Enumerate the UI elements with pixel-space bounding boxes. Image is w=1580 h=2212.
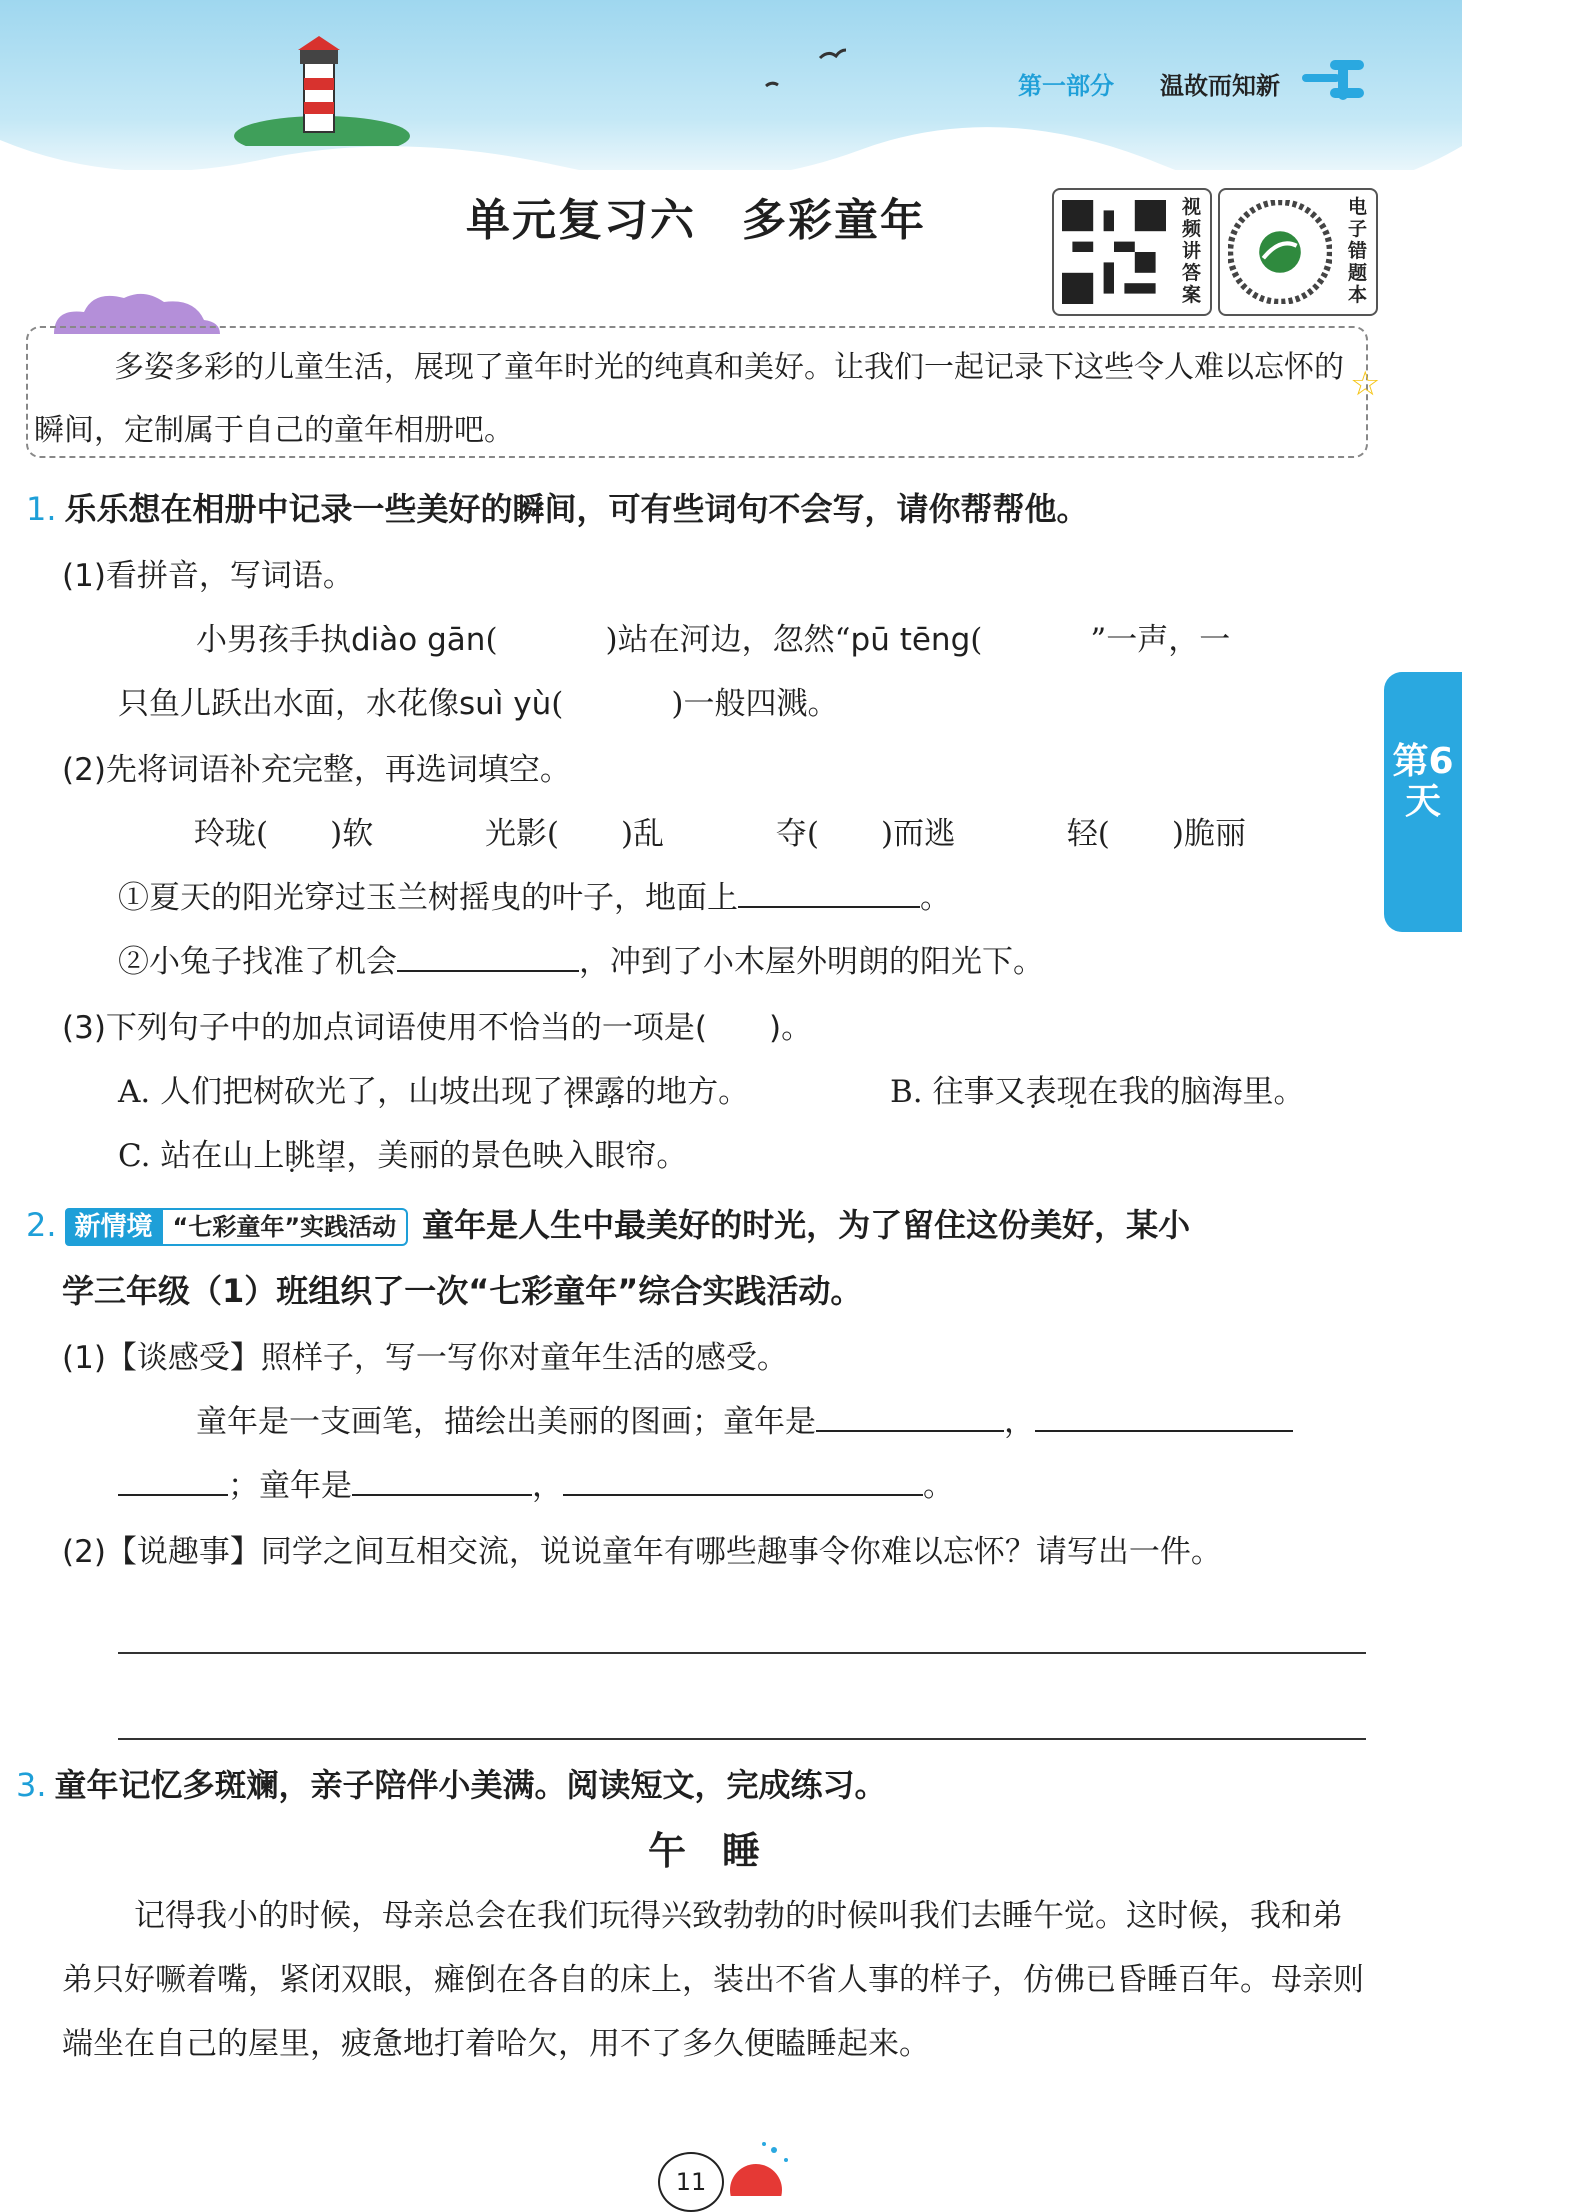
pinyin-diaogan: diào gān <box>351 622 486 658</box>
qr-label: 视频讲答案 <box>1182 196 1202 306</box>
word-guangying: 光影( )乱 <box>484 816 665 852</box>
q2-part1-line2: ；童年是 ， 。 <box>118 1460 954 1505</box>
question-text: 童年是人生中最美好的时光，为了留住这份美好，某小 <box>422 1206 1191 1244</box>
answer-blank[interactable] <box>397 942 579 972</box>
dotted-word: 表现 • • <box>1026 1066 1088 1111</box>
page-title: 单元复习六 多彩童年 <box>466 195 926 246</box>
header-subtitle: 温故而知新 <box>1160 72 1280 100</box>
question-2 <box>26 1200 1190 1246</box>
dotted-word: 眺望 • • <box>284 1130 346 1175</box>
answer-blank[interactable] <box>1035 1402 1293 1432</box>
q1-part2-sentence1: ①夏天的阳光穿过玉兰树摇曳的叶子，地面上 。 <box>118 880 951 916</box>
q1-part3-label: (3)下列句子中的加点词语使用不恰当的一项是( )。 <box>62 1010 813 1046</box>
q1-part1-line1: 小男孩手执diào gān( )站在河边，忽然“pū tēng( ”一声，一 <box>196 622 1231 658</box>
question-3 <box>16 1760 887 1806</box>
mini-program-code-icon <box>1228 200 1332 304</box>
dotted-word: 裸露 • • <box>563 1066 625 1111</box>
q1-part1-label: (1)看拼音，写词语。 <box>62 558 354 594</box>
question-2-cont: 学三年级（1）班组织了一次“七彩童年”综合实践活动。 <box>62 1272 863 1310</box>
star-icon: ☆ <box>1350 364 1381 404</box>
q2-part2-label: (2)【说趣事】同学之间互相交流，说说童年有哪些趣事令你难以忘怀？请写出一件。 <box>62 1534 1222 1570</box>
q1-part1-line2: 只鱼儿跃出水面，水花像suì yù( )一般四溅。 <box>118 686 839 722</box>
answer-blank[interactable] <box>118 1466 228 1496</box>
page-number: 11 <box>658 2152 724 2212</box>
mascot-icon <box>712 2140 802 2196</box>
q2-part1-line1: 童年是一支画笔，描绘出美丽的图画；童年是 ， <box>196 1396 1293 1441</box>
question-text: 乐乐想在相册中记录一些美好的瞬间，可有些词句不会写，请你帮帮他。 <box>64 490 1089 528</box>
passage-text: 记得我小的时候，母亲总会在我们玩得兴致勃勃的时候叫我们去睡午觉。这时候，我和弟弟只好噘着嘴，紧闭双眼，瘫倒在各自的床上，装出不省人事的样子，仿佛已昏睡百年。母亲则端坐在自己的屋里，疲惫地打着哈欠，用不了多久便瞌睡起来。 <box>62 1898 1364 2062</box>
word-duo: 夺( )而逃 <box>775 816 956 852</box>
answer-line[interactable] <box>118 1652 1366 1654</box>
question-number: 2. <box>26 1206 57 1244</box>
q2-part1-label: (1)【谈感受】照样子，写一写你对童年生活的感受。 <box>62 1340 788 1376</box>
answer-blank[interactable] <box>738 878 920 908</box>
day-tab-label: 第6天 <box>1392 741 1454 822</box>
qr-label: 电子错题本 <box>1348 196 1368 306</box>
option-b[interactable]: B. 往事又表现 • •在我的脑海里。 <box>890 1066 1305 1111</box>
option-a[interactable]: A. 人们把树砍光了，山坡出现了裸露 • •的地方。 <box>118 1066 749 1111</box>
qr-error-book[interactable] <box>1218 188 1378 316</box>
answer-line[interactable] <box>118 1738 1366 1740</box>
day-tab <box>1384 672 1462 932</box>
q1-word-list <box>194 808 1246 853</box>
question-1 <box>26 484 1089 530</box>
word-linglong: 玲珑( )软 <box>194 816 374 852</box>
word-qing: 轻( )脆丽 <box>1066 816 1247 852</box>
activity-tag: “七彩童年”实践活动 <box>163 1208 409 1246</box>
pinyin-suiyu: suì yù <box>459 686 552 722</box>
header-part-label: 第一部分 <box>1018 72 1114 100</box>
question-number: 3. <box>16 1766 47 1804</box>
qr-video-answers[interactable] <box>1052 188 1212 316</box>
new-context-tag: 新情境 <box>65 1208 163 1246</box>
option-c[interactable]: C. 站在山上眺望 • •，美丽的景色映入眼帘。 <box>118 1130 687 1175</box>
q1-part2-sentence2: ②小兔子找准了机会 ，冲到了小木屋外明朗的阳光下。 <box>118 944 1044 980</box>
answer-blank[interactable] <box>816 1402 1004 1432</box>
qr-code-icon <box>1062 200 1166 304</box>
question-number: 1. <box>26 490 57 528</box>
pinyin-puteng: pū tēng <box>850 622 971 658</box>
answer-blank[interactable] <box>352 1466 532 1496</box>
passage-title: 午睡 <box>648 1829 797 1873</box>
lighthouse-icon <box>232 36 412 146</box>
answer-blank[interactable] <box>563 1466 923 1496</box>
birds-icon <box>760 46 850 96</box>
intro-text: 多姿多彩的儿童生活，展现了童年时光的纯真和美好。让我们一起记录下这些令人难以忘怀的瞬间，定制属于自己的童年相册吧。 <box>34 350 1344 448</box>
section-logo-icon <box>1300 52 1370 112</box>
q1-part2-label: (2)先将词语补充完整，再选词填空。 <box>62 752 571 788</box>
question-text: 童年记忆多斑斓，亲子陪伴小美满。阅读短文，完成练习。 <box>54 1766 887 1804</box>
